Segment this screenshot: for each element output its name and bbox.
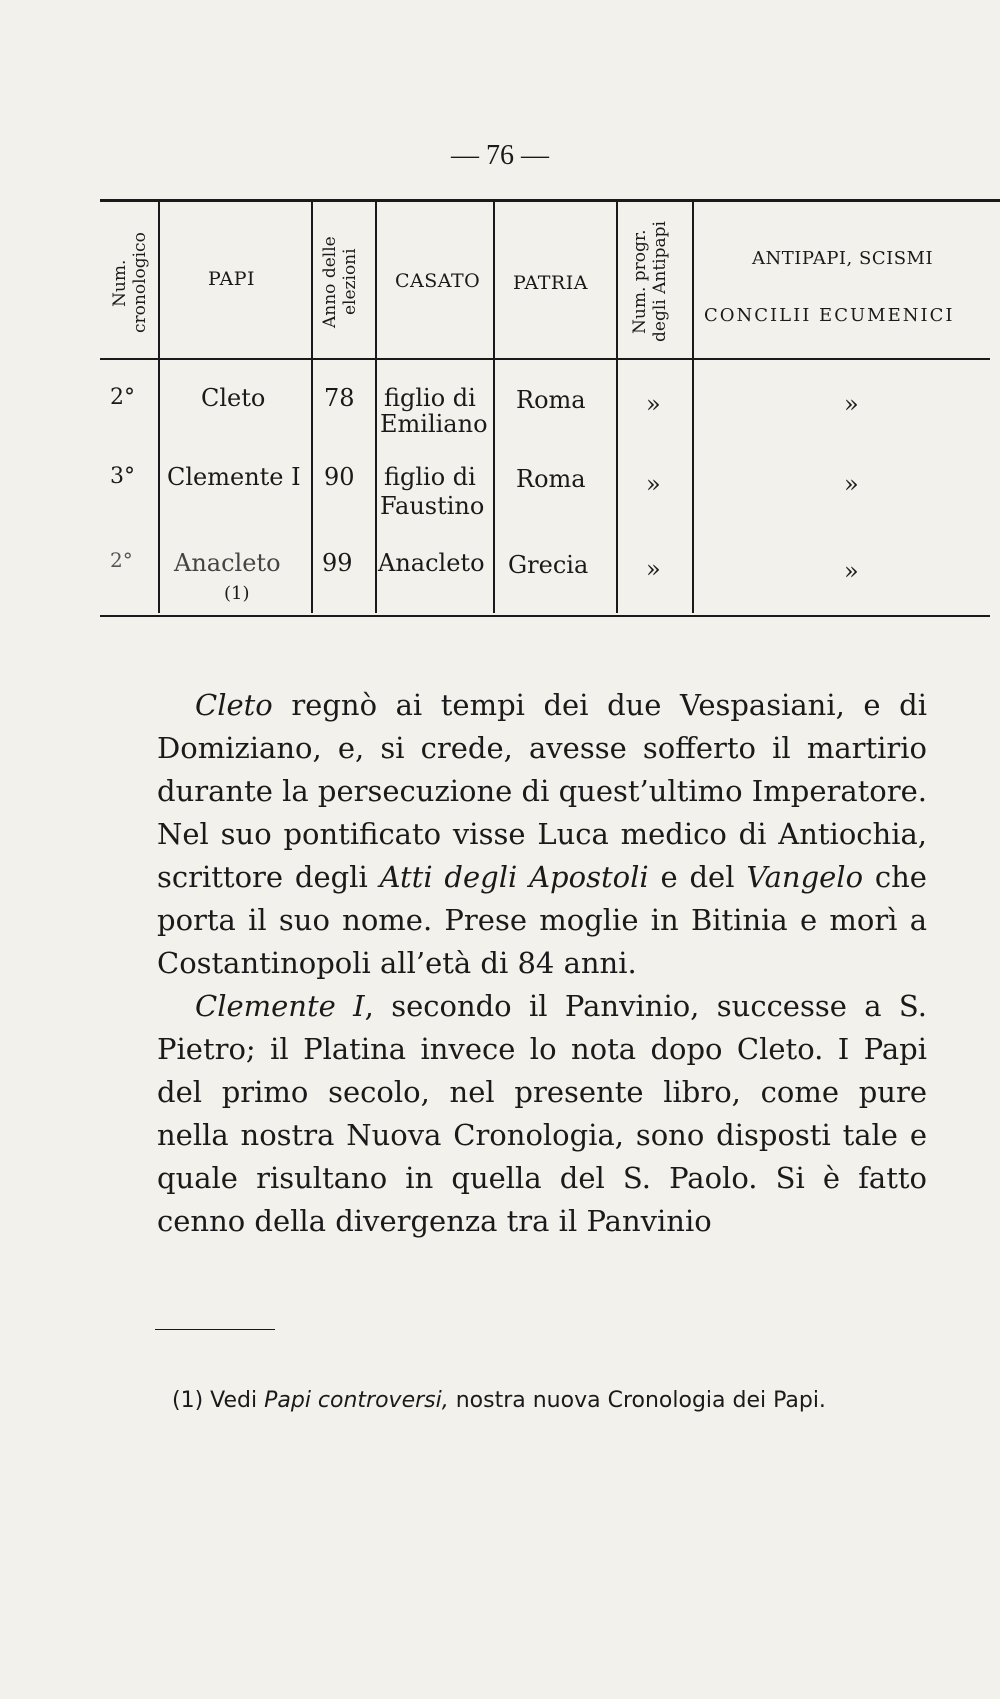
row-patria: Roma — [516, 386, 586, 414]
header-casato: CASATO — [395, 270, 481, 292]
row-num-progr: » — [646, 390, 661, 418]
header-concilii: CONCILII ECUMENICI — [704, 305, 955, 326]
row-num: 2° — [110, 385, 135, 410]
col-divider — [692, 201, 694, 613]
row-casato-2: Faustino — [380, 492, 485, 520]
col-divider — [493, 201, 495, 613]
row-casato: figlio di — [384, 463, 476, 491]
col-divider — [311, 201, 313, 613]
row-casato-2: Emiliano — [380, 410, 488, 438]
col-divider — [158, 201, 160, 613]
row-casato: figlio di — [384, 384, 476, 412]
pope-name: Clemente I — [195, 989, 365, 1023]
table-bottom-rule — [100, 615, 990, 617]
table-top-rule — [100, 199, 1000, 202]
header-antipapi: ANTIPAPI, SCISMI — [752, 248, 934, 269]
row-num: 2° — [110, 548, 133, 572]
row-papa: Clemente I — [167, 463, 301, 491]
row-anno: 90 — [324, 463, 355, 491]
row-num-progr: » — [646, 555, 661, 583]
header-papi: PAPI — [208, 268, 256, 290]
footnote-text: nostra nuova Cronologia dei Papi. — [448, 1388, 826, 1413]
page-number: — 76 — — [451, 140, 549, 171]
header-patria: PATRIA — [513, 272, 588, 294]
row-patria: Roma — [516, 465, 586, 493]
row-papa: Anacleto — [174, 549, 281, 577]
row-antipapi: » — [844, 470, 859, 498]
table-header-rule — [100, 358, 990, 360]
text: , secondo il Panvinio, successe a S. Pietro; il Platina invece lo nota dopo Cleto. I Papi del primo secolo, nel presente libro, come pure nella nostra Nuova Cronologia, sono disposti tale e quale risultano in quella del S. Paolo. Si è fatto cenno della divergenza tra il Panvinio — [157, 989, 927, 1238]
row-papa: Cleto — [201, 384, 266, 412]
row-antipapi: » — [844, 390, 859, 418]
row-anno: 78 — [324, 384, 355, 412]
book-title: Vangelo — [746, 860, 864, 894]
body-text — [157, 684, 927, 1243]
book-title: Atti degli Apostoli — [379, 860, 649, 894]
text: e del — [648, 860, 747, 894]
footnote-ref: (1) — [224, 583, 250, 604]
paragraph — [157, 684, 927, 985]
pope-name: Cleto — [195, 688, 273, 722]
row-num-progr: » — [646, 470, 661, 498]
text: regnò ai tempi dei due Vespasiani, e di Domiziano, e, si crede, avesse sofferto il martirio durante la persecuzione di quest’ultimo Imperatore. Nel suo pontificato visse Luca medico di Antiochia, scrittore degli — [157, 688, 927, 894]
footnote-text: (1) Vedi — [172, 1388, 265, 1413]
header-num-cronologico: Num. cronologico — [110, 232, 150, 334]
footnote-italic: Papi controversi, — [264, 1388, 449, 1413]
footnote-rule — [155, 1329, 275, 1330]
row-patria: Grecia — [508, 551, 589, 579]
footnote — [172, 1388, 952, 1413]
header-anno: Anno delle elezioni — [320, 236, 360, 328]
row-anno: 99 — [322, 549, 353, 577]
paragraph — [157, 985, 927, 1243]
text: che porta il suo nome. Prese moglie in Bitinia e morì a Costantinopoli all’età di 84 anni. — [157, 860, 927, 980]
col-divider — [616, 201, 618, 613]
header-num-progr: Num. progr. degli Antipapi — [630, 221, 670, 343]
row-num: 3° — [110, 464, 135, 489]
col-divider — [375, 201, 377, 613]
row-antipapi: » — [844, 557, 859, 585]
row-casato: Anacleto — [378, 549, 485, 577]
